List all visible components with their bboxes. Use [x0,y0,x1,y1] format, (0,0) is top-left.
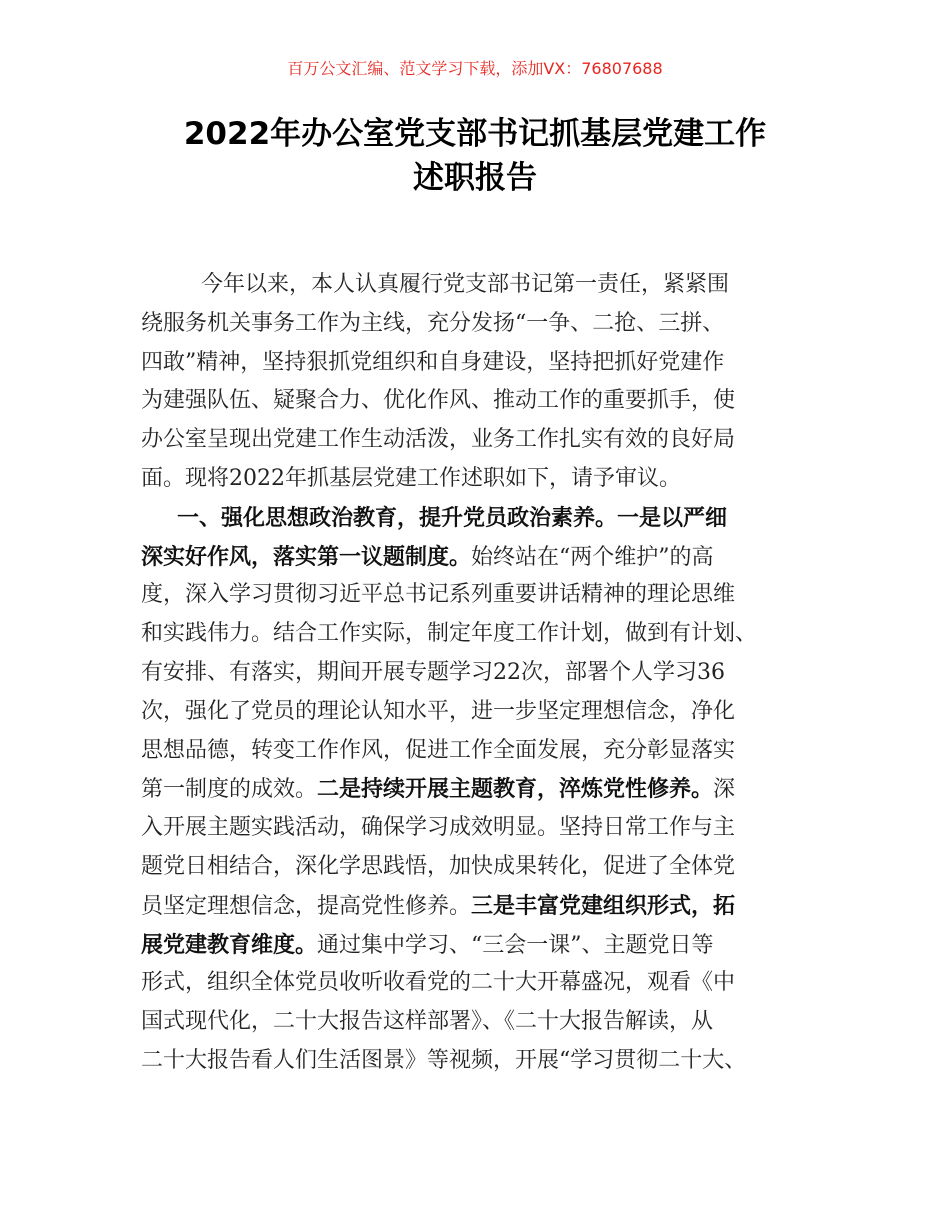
bold-phrase: 二是持续开展主题教育，淬炼党性修养。 [317,776,714,803]
text-line [141,926,811,965]
title-line-2: 述职报告 [413,160,537,196]
text-line [141,538,811,577]
document-title [0,112,950,200]
section-heading-line: 一、强化思想政治教育，提升党员政治素养。一是以严细 [177,504,728,531]
text-line: 面。现将2022年抓基层党建工作述职如下，请予审议。 [141,465,681,491]
text-line: 度，深入学习贯彻习近平总书记系列重要讲话精神的理论思维 [141,582,736,608]
text-span: 通过集中学习、“三会一课”、主题党日等 [317,932,714,958]
text-span: 第一制度的成效。 [141,777,318,803]
paragraph-intro [141,266,811,499]
text-line: 为建强队伍、疑聚合力、优化作风、推动工作的重要抓手，使 [141,388,736,414]
text-line: 和实践伟力。结合工作实际，制定年度工作计划，做到有计划、 [141,621,758,647]
text-span: 始终站在“两个维护”的高 [471,544,714,570]
header-banner: 百万公文汇编、范文学习下载，添加VX：76807688 [287,59,663,78]
text-line [141,770,811,809]
bold-phrase: 展党建教育维度。 [141,931,318,958]
text-line: 形式，组织全体党员收听收看党的二十大开幕盛况，观看《中 [141,970,736,996]
title-line-1: 2022年办公室党支部书记抓基层党建工作 [183,116,767,152]
bold-phrase: 三是丰富党建组织形式，拓 [471,892,736,919]
text-line: 入开展主题实践活动，确保学习成效明显。坚持日常工作与主 [141,815,736,841]
text-line: 国式现代化，二十大报告这样部署》、《二十大报告解读，从 [141,1009,714,1035]
text-line: 次，强化了党员的理论认知水平，进一步坚定理想信念，净化 [141,698,736,724]
text-line: 二十大报告看人们生活图景》等视频，开展“学习贯彻二十大、 [141,1047,747,1073]
text-line: 有安排、有落实，期间开展专题学习22次，部署个人学习36 [141,659,725,685]
text-line: 四敢”精神，坚持狠抓党组织和自身建设，坚持把抓好党建作 [141,349,725,375]
text-line: 绕服务机关事务工作为主线，充分发扬“一争、二抢、三拼、 [141,310,725,336]
text-span: 员坚定理想信念，提高党性修养。 [141,893,472,919]
text-line: 思想品德，转变工作作风，促进工作全面发展，充分彰显落实 [141,737,736,763]
text-line: 题党日相结合，深化学思践悟，加快成果转化，促进了全体党 [141,853,736,879]
text-span: 深 [713,777,736,803]
text-line [141,887,811,926]
bold-phrase: 深实好作风，落实第一议题制度。 [141,543,472,570]
text-line: 办公室呈现出党建工作生动活泼，业务工作扎实有效的良好局 [141,427,736,453]
text-line: 今年以来，本人认真履行党支部书记第一责任，紧紧围 [201,272,730,297]
paragraph-section-one [141,499,811,1081]
document-body [141,266,811,1081]
